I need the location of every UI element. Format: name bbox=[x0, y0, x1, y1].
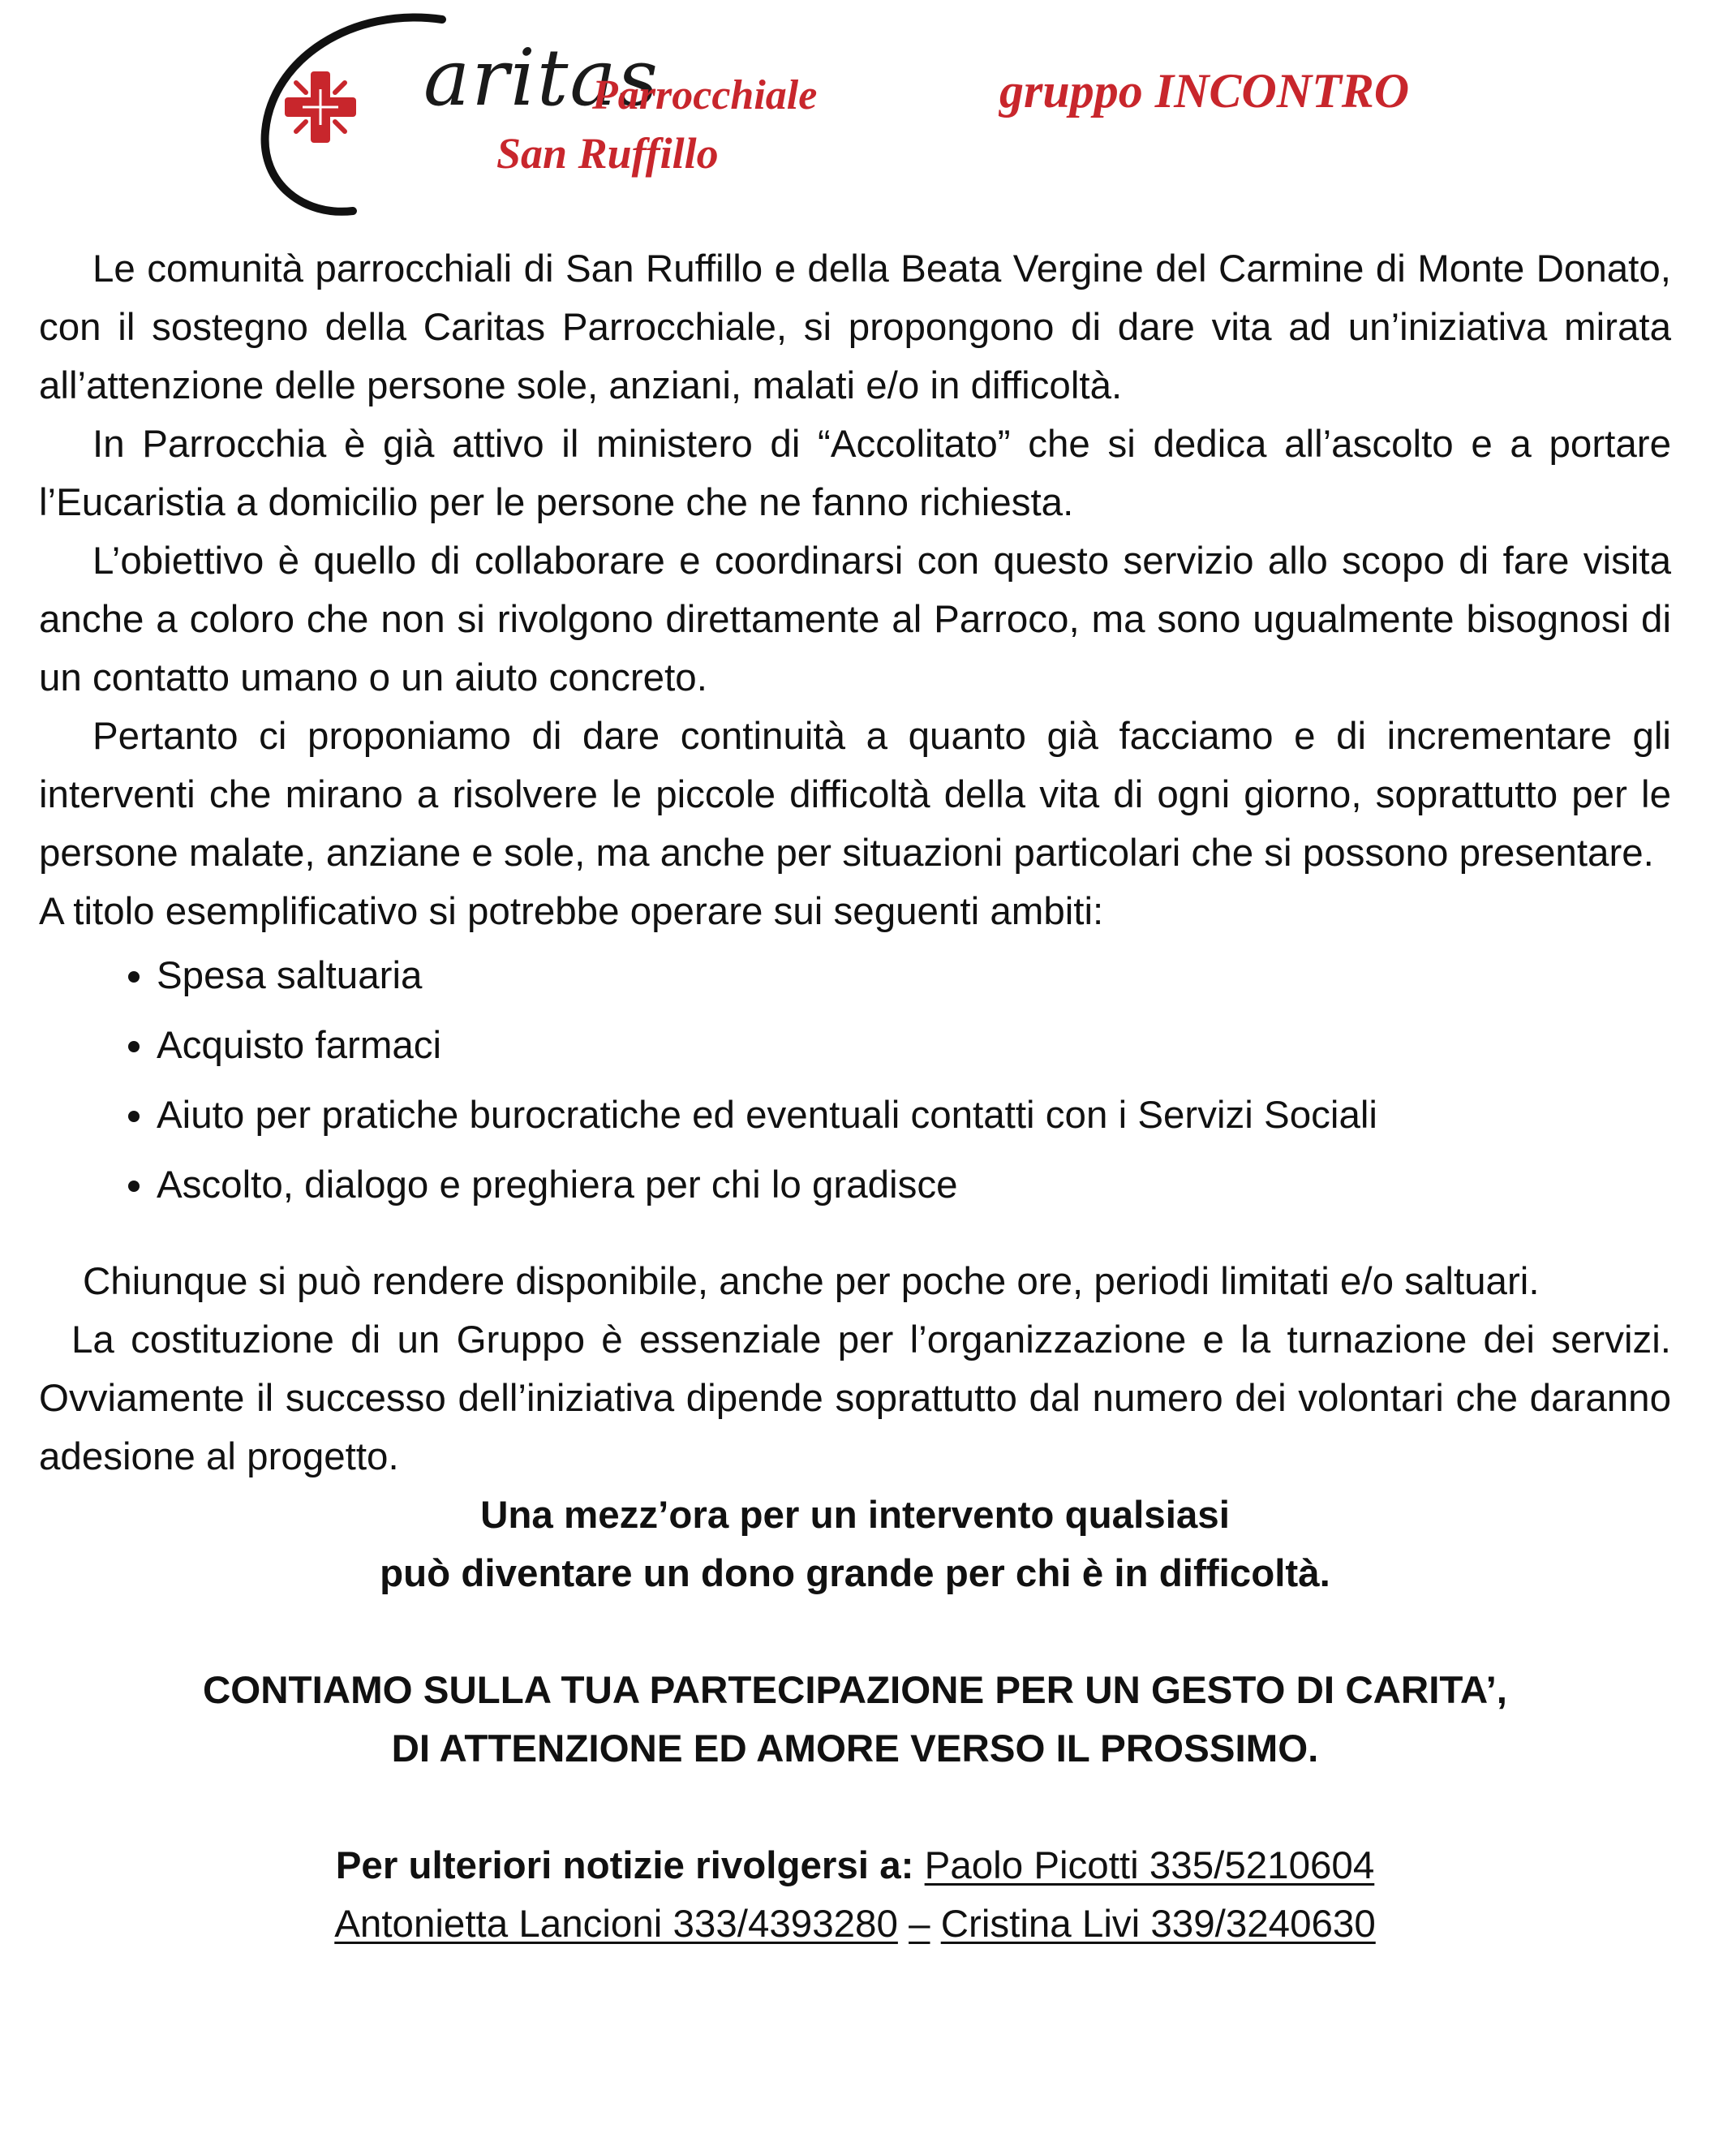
paragraph-proposal: Pertanto ci proponiamo di dare continuità a quanto già facciamo e di incrementare gli interventi che mirano a risolvere le piccole difficoltà della vita di ogni giorno, soprattutto per le persone malate, anziane e sole, ma anche per situazioni particolari che si possono presentare. bbox=[39, 715, 1671, 875]
paragraph-availability: Chiunque si può rendere disponibile, anche per poche ore, periodi limitati e/o saltuari. bbox=[83, 1260, 1540, 1303]
cross-icon bbox=[285, 71, 356, 143]
list-item: • Ascolto, dialogo e preghiera per chi lo gradisce bbox=[157, 1151, 1671, 1220]
contacts-line-2 bbox=[39, 1895, 1671, 1954]
paragraph-examples: A titolo esemplificativo si potrebbe operare sui seguenti ambiti: bbox=[39, 890, 1104, 933]
letter-body bbox=[39, 240, 1671, 1954]
logo-subtitle-san-ruffillo: San Ruffillo bbox=[496, 129, 719, 178]
motto-line-2: può diventare un dono grande per chi è in difficoltà. bbox=[380, 1552, 1330, 1595]
motto-line-1: Una mezz’ora per un intervento qualsiasi bbox=[480, 1494, 1230, 1537]
paragraph-accolitato: In Parrocchia è già attivo il ministero di “Accolitato” che si dedica all’ascolto e a portare l’Eucaristia a domicilio per le persone che ne fanno richiesta. bbox=[39, 423, 1671, 524]
letterhead bbox=[0, 0, 1736, 227]
logo-wordmark: aritas bbox=[423, 32, 660, 123]
paragraph-intro: Le comunità parrocchiali di San Ruffillo e della Beata Vergine del Carmine di Monte Donato, con il sostegno della Caritas Parrocchiale, si propongono di dare vita ad un’iniziativa mirata all’attenzione delle persone sole, anziani, malati e/o in difficoltà. bbox=[39, 247, 1671, 407]
list-item: • Acquisto farmaci bbox=[157, 1011, 1671, 1081]
call-to-action-line-1: CONTIAMO SULLA TUA PARTECIPAZIONE PER UN GESTO DI CARITA’, bbox=[203, 1669, 1507, 1712]
contact-antonietta: Antonietta Lancioni 333/4393280 bbox=[334, 1903, 898, 1946]
contact-label: Per ulteriori notizie rivolgersi a: bbox=[335, 1844, 914, 1887]
list-item: • Aiuto per pratiche burocratiche ed eventuali contatti con i Servizi Sociali bbox=[157, 1081, 1671, 1151]
contact-cristina: Cristina Livi 339/3240630 bbox=[940, 1903, 1376, 1946]
contact-separator: – bbox=[909, 1903, 930, 1946]
paragraph-group: La costituzione di un Gruppo è essenziale per l’organizzazione e la turnazione dei servizi. Ovviamente il successo dell’iniziativa dipende soprattutto dal numero dei volontari che daranno adesione al progetto. bbox=[39, 1318, 1671, 1478]
logo-subtitle-parrocchiale: Parrocchiale bbox=[592, 72, 818, 118]
contacts-line-1 bbox=[39, 1837, 1671, 1895]
paragraph-objective: L’obiettivo è quello di collaborare e coordinarsi con questo servizio allo scopo di fare visita anche a coloro che non si rivolgono direttamente al Parroco, ma sono ugualmente bisognosi di un contatto umano o un aiuto concreto. bbox=[39, 540, 1671, 699]
contact-paolo: Paolo Picotti 335/5210604 bbox=[924, 1844, 1375, 1887]
group-title: gruppo INCONTRO bbox=[999, 64, 1410, 118]
list-item: • Spesa saltuaria bbox=[157, 941, 1671, 1011]
activities-list bbox=[39, 941, 1671, 1220]
call-to-action-line-2: DI ATTENZIONE ED AMORE VERSO IL PROSSIMO. bbox=[391, 1727, 1319, 1770]
